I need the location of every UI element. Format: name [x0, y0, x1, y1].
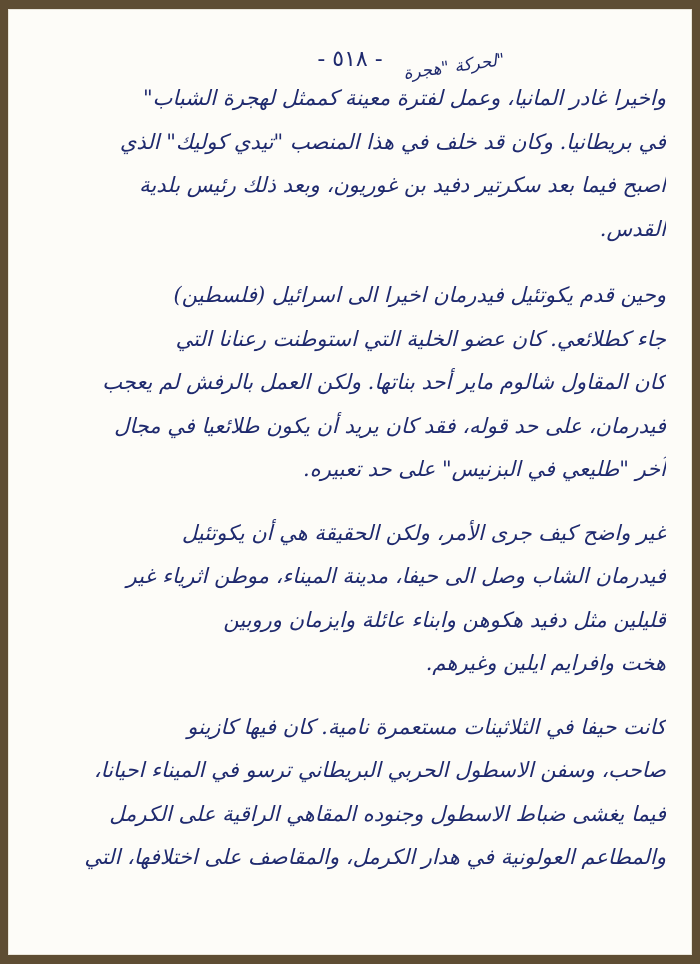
text-line: في بريطانيا. وكان قد خلف في هذا المنصب "تيدي كوليك" الذي	[119, 129, 666, 154]
text-line: اصبح فيما بعد سكرتير دفيد بن غوريون، وبعد ذلك رئيس بلدية	[139, 173, 666, 197]
paragraph-3	[60, 512, 666, 686]
text-line: وحين قدم يكوتئيل فيدرمان اخيرا الى اسرائيل (فلسطين)	[173, 283, 666, 307]
paragraph-1	[60, 77, 666, 251]
text-line: غير واضح كيف جرى الأمر، ولكن الحقيقة هي أن يكوتئيل	[181, 520, 666, 545]
paragraph-4	[60, 706, 666, 880]
paragraph-2	[60, 274, 666, 492]
text-line: هخت وافرايم ايلين وغيرهم.	[425, 651, 666, 675]
text-line: قليلين مثل دفيد هكوهن وابناء عائلة وايزمان وروبين	[223, 607, 666, 632]
text-line: كان المقاول شالوم ماير أحد بناتها. ولكن العمل بالرفش لم يعجب	[102, 370, 666, 394]
text-line: كانت حيفا في الثلاثينات مستعمرة نامية. كان فيها كازينو	[187, 714, 666, 739]
text-line: فيما يغشى ضباط الاسطول وجنوده المقاهي الراقية على الكرمل	[109, 801, 666, 826]
manuscript-page	[8, 9, 692, 955]
text-line: واخيرا غادر المانيا، وعمل لفترة معينة كممثل لهجرة الشباب"	[143, 86, 666, 110]
text-line: والمطاعم العولونية في هدار الكرمل، والمقاصف على اختلافها، التي	[84, 845, 666, 869]
text-line: القدس.	[599, 216, 666, 241]
text-line: آخر "طليعي في البزنيس" على حد تعبيره.	[303, 457, 666, 481]
margin-insertion: لحركة "هجرة"	[402, 49, 506, 85]
text-line: صاحب، وسفن الاسطول الحربي البريطاني ترسو في الميناء احيانا،	[93, 758, 666, 782]
handwritten-text	[60, 77, 666, 880]
text-line: جاء كطلائعي. كان عضو الخلية التي استوطنت رعنانا التي	[175, 326, 666, 351]
text-line: فيدرمان، على حد قوله، فقد كان يريد أن يكون طلائعيا في مجال	[114, 413, 666, 438]
text-line: فيدرمان الشاب وصل الى حيفا، مدينة الميناء، موطن اثرياء غير	[126, 564, 666, 588]
page-number: - ٥١٨ -	[317, 47, 383, 72]
